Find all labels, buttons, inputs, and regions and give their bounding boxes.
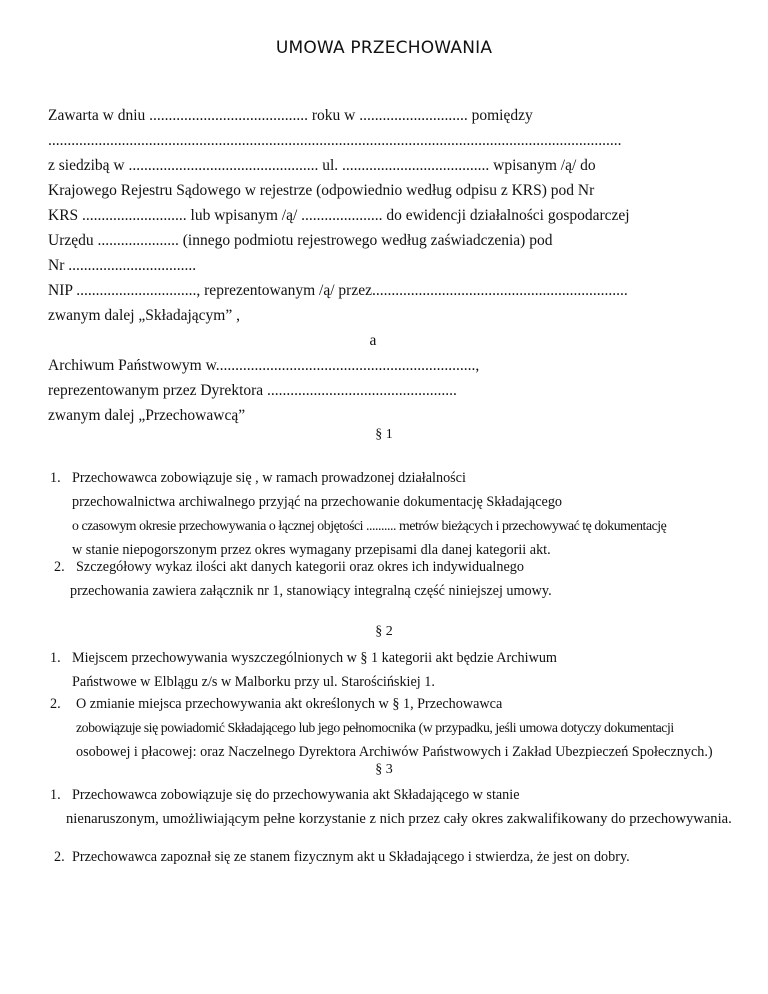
item-number: 2. [54,849,65,865]
item-line: Przechowawca zobowiązuje się do przechowywania akt Składającego w stanie [72,787,520,803]
intro-conjunction: a [369,332,377,349]
intro-line: Zawarta w dniu ......................................... roku w ............................ pomiędzy [48,107,533,124]
item-line: osobowej i płacowej: oraz Naczelnego Dyrektora Archiwów Państwowych i Zakład Ubezpieczeń Społecznych.) [76,744,713,760]
item-number: 1. [50,470,61,486]
section-2-item-2 [50,692,713,764]
intro-line: z siedzibą w ................................................. ul. ...................................... wpisanym /ą/ do [48,157,596,174]
item-line: Państwowe w Elblągu z/s w Malborku przy ul. Starościńskiej 1. [72,674,435,690]
intro-line: NIP ..............................., reprezentowanym /ą/ przez.................................................................. [48,282,628,299]
item-line: Przechowawca zobowiązuje się , w ramach prowadzonej działalności [72,470,466,486]
intro-line: zwanym dalej „Składającym” , [48,307,240,324]
intro-line: Urzędu ..................... (innego podmiotu rejestrowego według zaświadczenia) pod [48,232,553,249]
item-line: o czasowym okresie przechowywania o łącznej objętości .......... metrów bieżących i przechowywać tę dokumentację [72,518,667,533]
item-line: Miejscem przechowywania wyszczególnionych w § 1 kategorii akt będzie Archiwum [72,650,557,666]
intro-line: zwanym dalej „Przechowawcą” [48,407,246,424]
item-number: 2. [54,559,65,575]
section-3-item-1 [50,783,732,831]
item-number: 1. [50,787,61,803]
intro-line: Archiwum Państwowym w..................................................................., [48,357,480,374]
document-title: UMOWA PRZECHOWANIA [275,38,493,58]
item-line: Przechowawca zapoznał się ze stanem fizycznym akt u Składającego i stwierdza, że jest on dobry. [72,849,630,865]
item-number: 2. [50,696,61,712]
item-line: nienaruszonym, umożliwiającym pełne korzystanie z nich przez cały okres zakwalifikowany do przechowywania. [66,811,732,827]
intro-line: reprezentowanym przez Dyrektora ................................................. [48,382,457,399]
intro-line: KRS ........................... lub wpisanym /ą/ ..................... do ewidencji działalności gospodarczej [48,207,630,224]
item-line: O zmianie miejsca przechowywania akt określonych w § 1, Przechowawca [76,696,503,712]
item-line: zobowiązuje się powiadomić Składającego lub jego pełnomocnika (w przypadku, jeśli umowa dotyczy dokumentacji [76,720,674,735]
contract-parties [48,103,728,428]
item-line: przechowalnictwa archiwalnego przyjąć na przechowanie dokumentację Składającego [72,494,563,510]
section-2-heading: § 2 [375,624,393,639]
section-3-item-2 [54,845,630,869]
item-line: Szczegółowy wykaz ilości akt danych kategorii oraz okres ich indywidualnego [76,559,524,575]
item-line: w stanie niepogorszonym przez okres wymagany przepisami dla danej kategorii akt. [72,542,551,558]
item-line: przechowania zawiera załącznik nr 1, stanowiący integralną część niniejszej umowy. [70,583,552,599]
intro-line: .................................................................................................................................................... [48,132,622,149]
intro-line: Krajowego Rejestru Sądowego w rejestrze (odpowiednio według odpisu z KRS) pod Nr [48,182,595,199]
section-1-item-2 [54,555,552,603]
intro-line: Nr ................................. [48,257,197,274]
section-3-heading: § 3 [375,762,393,777]
section-2-item-1 [50,646,557,694]
section-1-heading: § 1 [375,427,393,442]
section-1-item-1 [50,466,666,562]
item-number: 1. [50,650,61,666]
